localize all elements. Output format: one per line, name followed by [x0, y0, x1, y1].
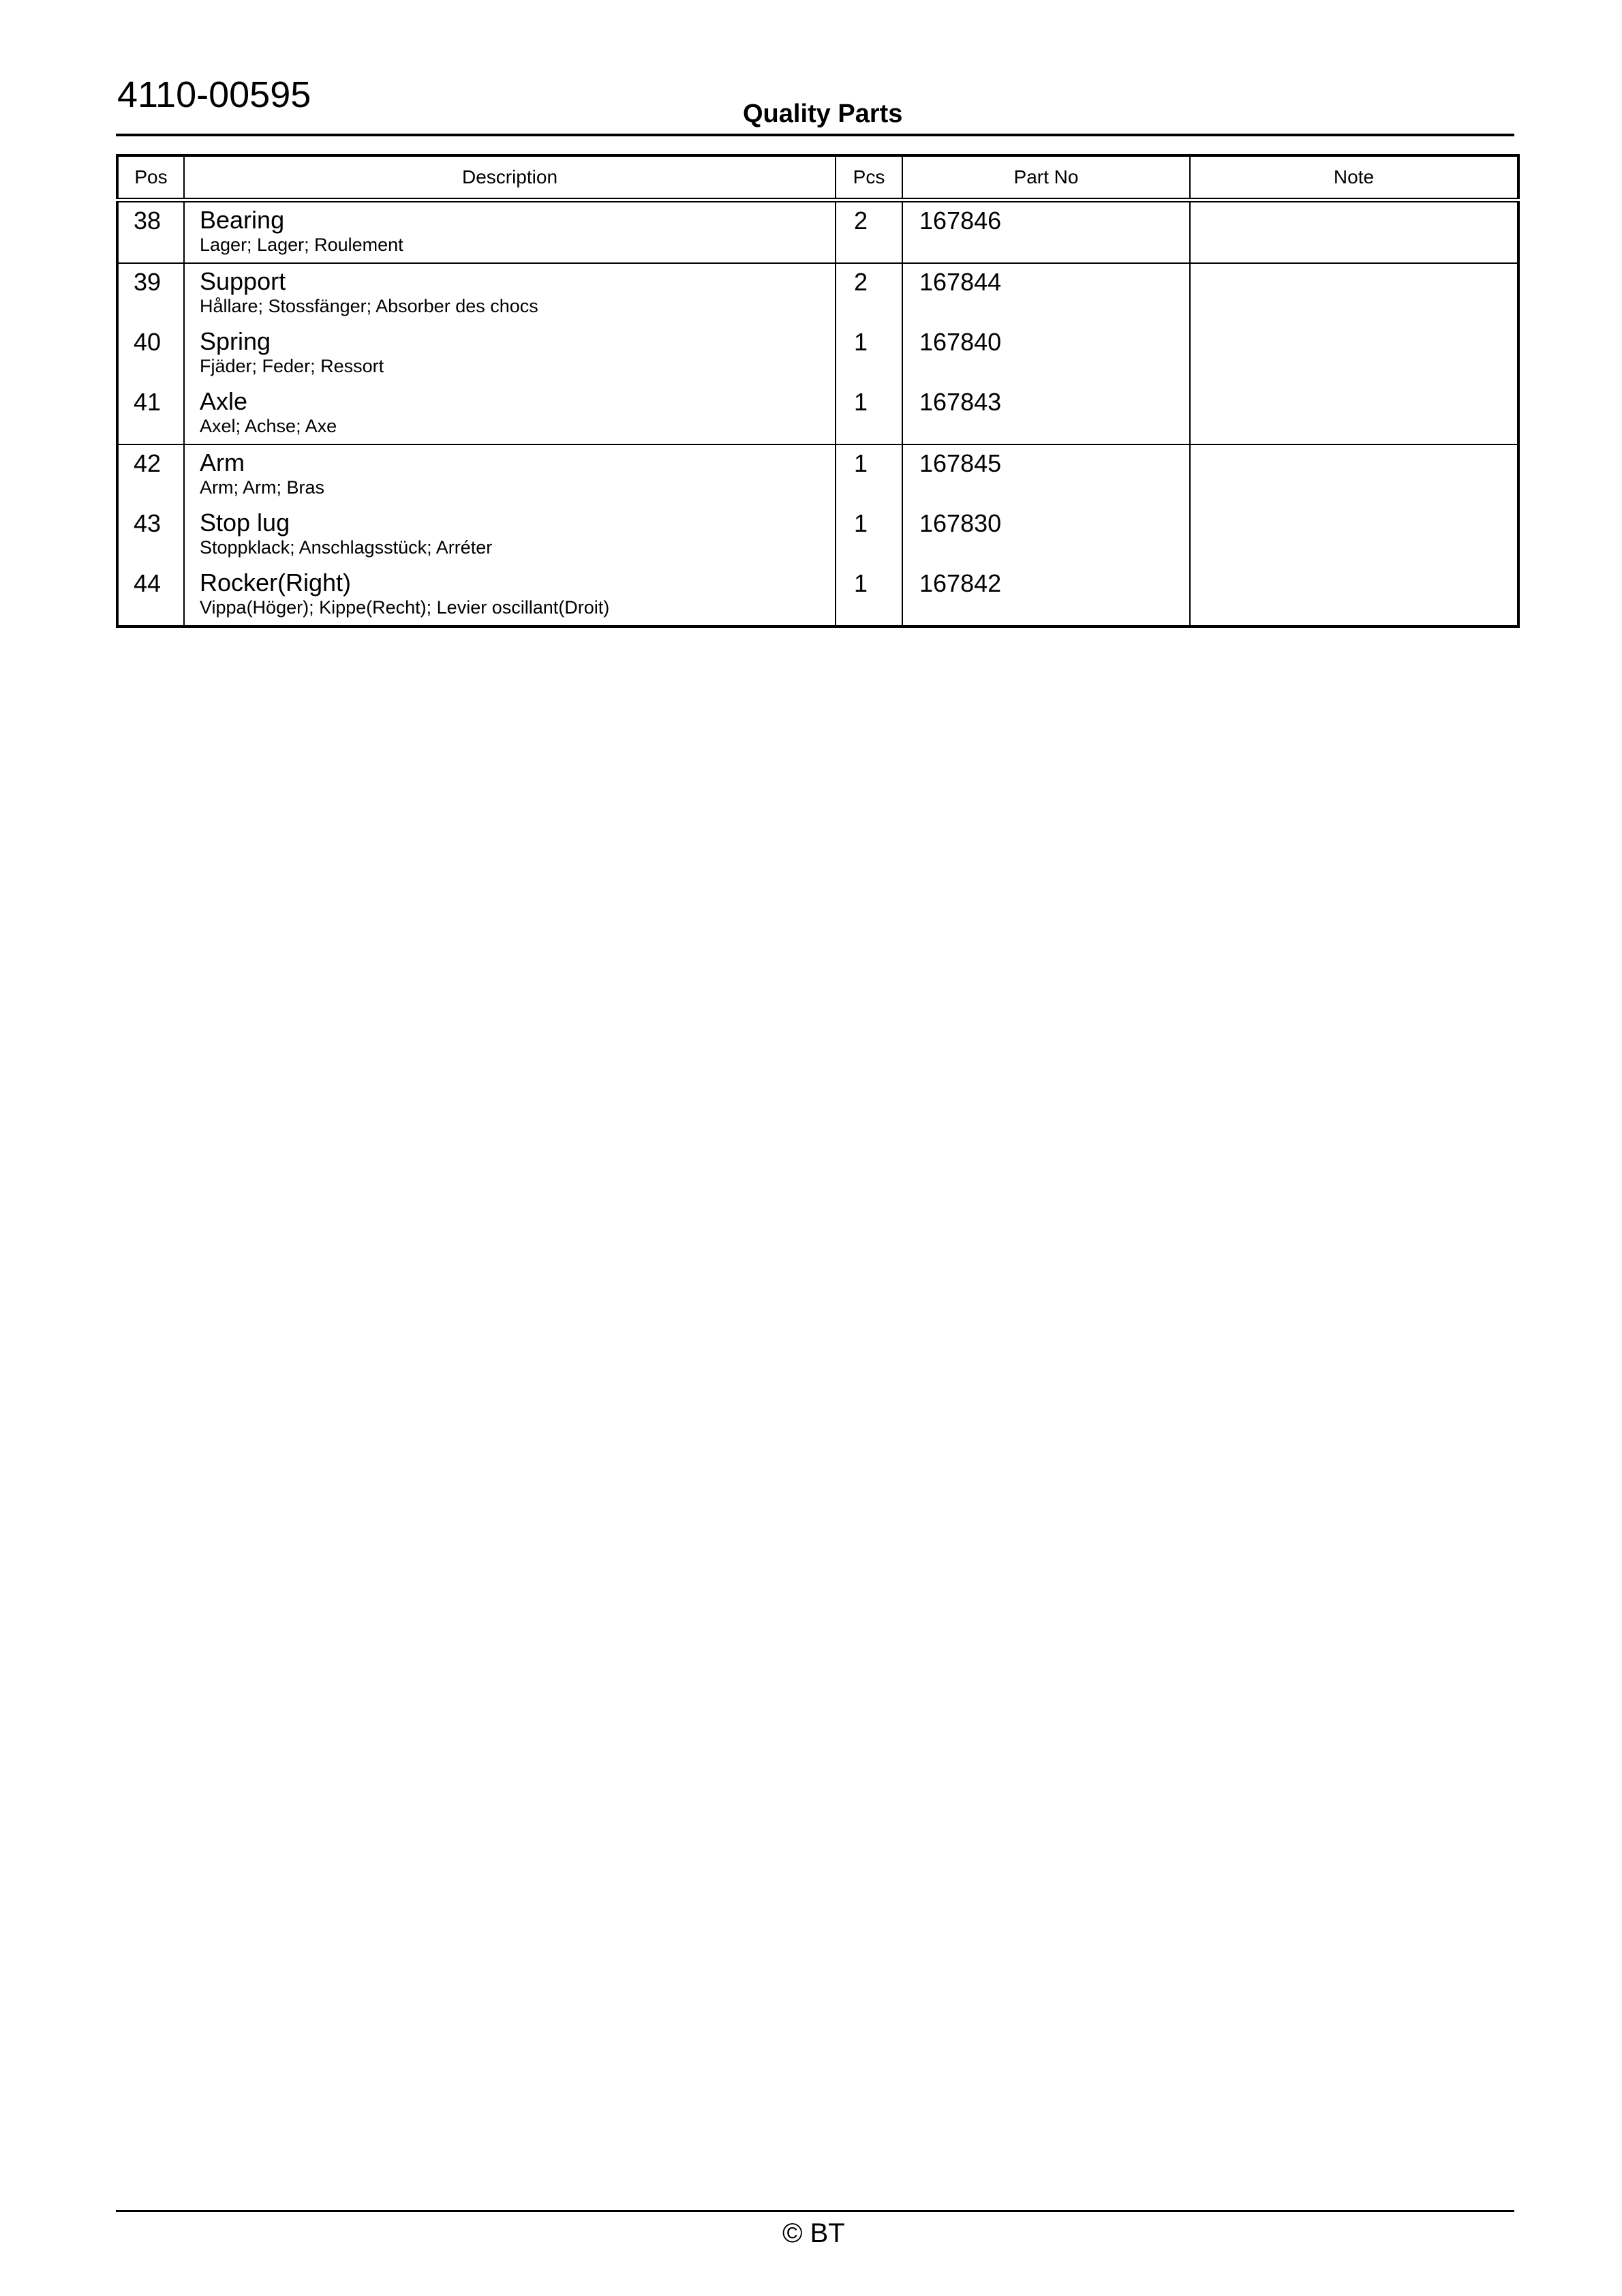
- table-row: [117, 200, 1518, 264]
- pcs-value: 2: [854, 207, 868, 235]
- description-cell: [184, 263, 836, 444]
- description-item: [185, 565, 835, 625]
- part-number: 167845: [919, 449, 1002, 477]
- pos-value: 41: [134, 388, 162, 416]
- document-number: 4110-00595: [117, 74, 311, 115]
- part-number: 167830: [919, 509, 1002, 537]
- description-item: [185, 505, 835, 565]
- description-cell: [184, 200, 836, 264]
- description-item: [185, 202, 835, 262]
- pcs-cell: [836, 200, 902, 264]
- note-value: [1191, 324, 1517, 384]
- pcs-value: 1: [854, 449, 868, 477]
- pcs-value: 1: [854, 328, 868, 356]
- pos-value: 44: [134, 569, 162, 597]
- note-value: [1191, 505, 1517, 565]
- note-value: [1191, 565, 1517, 625]
- pcs-cell: [836, 444, 902, 626]
- pos-cell: [117, 444, 184, 626]
- pos-cell: [117, 200, 184, 264]
- part-translations: Stoppklack; Anschlagsstück; Arréter: [200, 537, 493, 558]
- note-cell: [1190, 444, 1518, 626]
- pcs-cell: [836, 263, 902, 444]
- pcs-value: 1: [854, 388, 868, 416]
- column-header-part-no: Part No: [902, 155, 1190, 200]
- note-cell: [1190, 263, 1518, 444]
- column-header-pcs: Pcs: [836, 155, 902, 200]
- description-cell: [184, 444, 836, 626]
- pos-value: 38: [134, 207, 162, 235]
- part-number: 167843: [919, 388, 1002, 416]
- part-name: Rocker(Right): [200, 569, 352, 596]
- description-item: [185, 445, 835, 505]
- table-group: [117, 200, 1518, 264]
- pos-value: 42: [134, 449, 162, 477]
- pcs-value: 1: [854, 509, 868, 537]
- part-no-cell: [902, 444, 1190, 626]
- copyright-notice: © BT: [782, 2218, 845, 2248]
- part-number: 167842: [919, 569, 1002, 597]
- part-translations: Axel; Achse; Axe: [200, 416, 337, 436]
- part-translations: Vippa(Höger); Kippe(Recht); Levier oscillant(Droit): [200, 597, 610, 618]
- parts-table: [116, 154, 1520, 628]
- part-translations: Hållare; Stossfänger; Absorber des chocs: [200, 296, 538, 316]
- part-translations: Arm; Arm; Bras: [200, 477, 325, 498]
- description-item: [185, 324, 835, 384]
- table-group: [117, 444, 1518, 626]
- part-name: Arm: [200, 449, 245, 477]
- part-no-cell: [902, 200, 1190, 264]
- pcs-value: 1: [854, 569, 868, 597]
- table-row: [117, 444, 1518, 626]
- note-value: [1191, 264, 1517, 324]
- column-header-note: Note: [1190, 155, 1518, 200]
- table-header-row: [117, 155, 1518, 200]
- part-translations: Fjäder; Feder; Ressort: [200, 356, 384, 376]
- pcs-value: 2: [854, 268, 868, 296]
- footer-divider: [116, 2210, 1514, 2212]
- note-cell: [1190, 200, 1518, 264]
- pos-value: 39: [134, 268, 162, 296]
- description-item: [185, 264, 835, 324]
- description-item: [185, 384, 835, 444]
- part-number: 167844: [919, 268, 1002, 296]
- part-name: Support: [200, 267, 286, 295]
- table-row: [117, 263, 1518, 444]
- header-divider: [116, 134, 1514, 136]
- table-group: [117, 263, 1518, 444]
- column-header-description: Description: [184, 155, 836, 200]
- note-value: [1191, 445, 1517, 505]
- part-translations: Lager; Lager; Roulement: [200, 235, 403, 255]
- pos-cell: [117, 263, 184, 444]
- note-value: [1191, 384, 1517, 444]
- part-no-cell: [902, 263, 1190, 444]
- part-number: 167846: [919, 207, 1002, 235]
- pos-value: 40: [134, 328, 162, 356]
- column-header-pos: Pos: [117, 155, 184, 200]
- part-name: Axle: [200, 387, 248, 415]
- note-value: [1191, 202, 1517, 262]
- pos-value: 43: [134, 509, 162, 537]
- part-name: Spring: [200, 327, 271, 355]
- part-number: 167840: [919, 328, 1002, 356]
- part-name: Stop lug: [200, 509, 290, 537]
- part-name: Bearing: [200, 206, 285, 234]
- page-title: Quality Parts: [743, 100, 903, 128]
